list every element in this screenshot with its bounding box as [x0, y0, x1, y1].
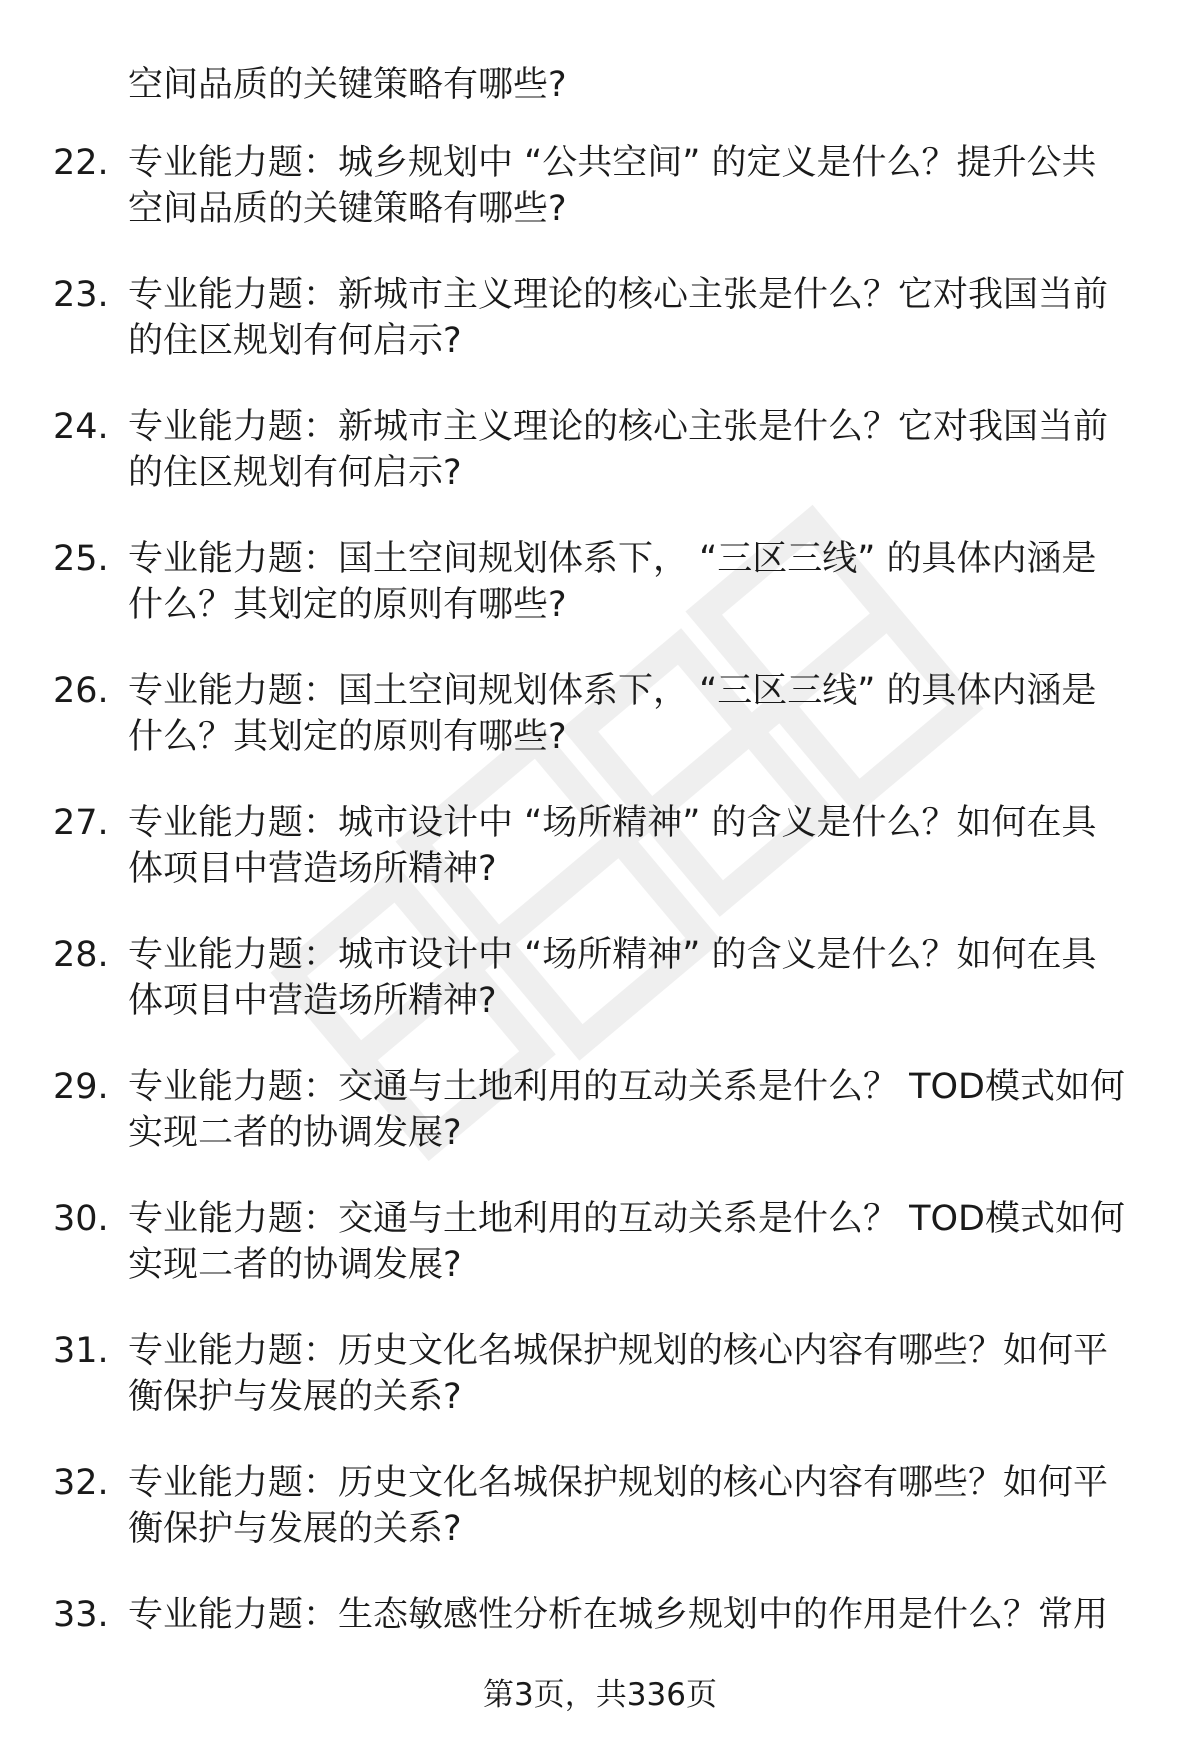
question-number: 22. — [53, 143, 109, 183]
question-number: 24. — [53, 407, 109, 447]
question-number: 31. — [53, 1331, 109, 1371]
question-text-line: 专业能力题：城市设计中 “场所精神” 的含义是什么？如何在具 — [128, 935, 1097, 975]
question-text — [128, 536, 1160, 628]
question-text-line: 体项目中营造场所精神? — [128, 849, 497, 889]
question-text — [128, 1460, 1160, 1552]
question-text — [128, 1592, 1160, 1638]
question-text-line: 什么？其划定的原则有哪些? — [128, 585, 567, 625]
question-text-line: 专业能力题：国土空间规划体系下， “三区三线” 的具体内涵是 — [128, 539, 1097, 579]
question-text-line: 专业能力题：新城市主义理论的核心主张是什么？它对我国当前 — [128, 275, 1109, 315]
question-number: 25. — [53, 539, 109, 579]
question-text-line: 的住区规划有何启示? — [128, 321, 462, 361]
question-item — [0, 272, 1200, 404]
question-number: 29. — [53, 1067, 109, 1107]
question-number: 30. — [53, 1199, 109, 1239]
question-number: 28. — [53, 935, 109, 975]
question-item — [0, 404, 1200, 536]
question-text-line: 空间品质的关键策略有哪些? — [128, 189, 567, 229]
question-text-line: 衡保护与发展的关系? — [128, 1509, 462, 1549]
question-text — [128, 404, 1160, 496]
question-number: 26. — [53, 671, 109, 711]
question-text-line: 专业能力题：生态敏感性分析在城乡规划中的作用是什么？常用 — [128, 1595, 1109, 1635]
question-text — [128, 1064, 1160, 1156]
question-text-line: 专业能力题：历史文化名城保护规划的核心内容有哪些？如何平 — [128, 1331, 1109, 1371]
question-number: 33. — [53, 1595, 109, 1635]
question-text — [128, 932, 1160, 1024]
question-item — [0, 668, 1200, 800]
question-item — [0, 1064, 1200, 1196]
question-item — [0, 1460, 1200, 1592]
question-number: 32. — [53, 1463, 109, 1503]
question-text-line: 专业能力题：城乡规划中 “公共空间” 的定义是什么？提升公共 — [128, 143, 1097, 183]
question-item — [0, 1196, 1200, 1328]
question-text — [128, 272, 1160, 364]
question-text-line: 实现二者的协调发展? — [128, 1245, 462, 1285]
question-text — [128, 800, 1160, 892]
question-number: 27. — [53, 803, 109, 843]
question-text-line: 专业能力题：历史文化名城保护规划的核心内容有哪些？如何平 — [128, 1463, 1109, 1503]
question-item — [0, 140, 1200, 272]
question-text-line: 体项目中营造场所精神? — [128, 981, 497, 1021]
question-item — [0, 536, 1200, 668]
question-number: 23. — [53, 275, 109, 315]
question-text-line: 专业能力题：国土空间规划体系下， “三区三线” 的具体内涵是 — [128, 671, 1097, 711]
question-item — [0, 1328, 1200, 1460]
question-item — [0, 932, 1200, 1064]
question-item — [0, 800, 1200, 932]
question-text-line: 专业能力题：城市设计中 “场所精神” 的含义是什么？如何在具 — [128, 803, 1097, 843]
question-list — [0, 140, 1200, 1724]
question-text-line: 专业能力题：交通与土地利用的互动关系是什么？ TOD模式如何 — [128, 1067, 1126, 1107]
question-text-line: 实现二者的协调发展? — [128, 1113, 462, 1153]
question-text — [128, 140, 1160, 232]
question-text-line: 衡保护与发展的关系? — [128, 1377, 462, 1417]
continued-question-text: 空间品质的关键策略有哪些? — [128, 65, 567, 105]
question-text-line: 的住区规划有何启示? — [128, 453, 462, 493]
question-text-line: 什么？其划定的原则有哪些? — [128, 717, 567, 757]
page-footer: 第3页，共336页 — [483, 1677, 717, 1713]
question-text — [128, 668, 1160, 760]
question-text-line: 专业能力题：交通与土地利用的互动关系是什么？ TOD模式如何 — [128, 1199, 1126, 1239]
question-text-line: 专业能力题：新城市主义理论的核心主张是什么？它对我国当前 — [128, 407, 1109, 447]
question-text — [128, 1328, 1160, 1420]
question-text — [128, 1196, 1160, 1288]
